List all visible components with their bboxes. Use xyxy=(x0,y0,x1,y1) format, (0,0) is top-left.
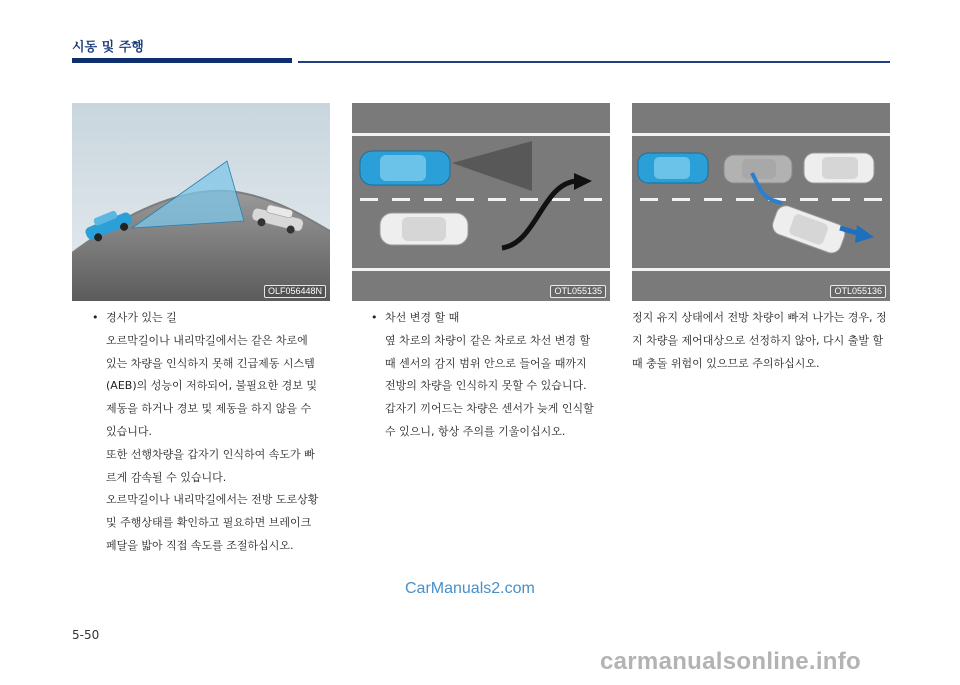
col1-line: 제동을 하거나 경보 및 제동을 하지 않을 수 xyxy=(106,402,312,416)
col1-line: 또한 선행차량을 갑자기 인식하여 속도가 빠 xyxy=(106,447,315,461)
section-title: 시동 및 주행 xyxy=(72,40,144,55)
col1-line: 있습니다. xyxy=(106,424,153,438)
col3-text xyxy=(632,307,894,375)
col2-line: 옆 차로의 차량이 같은 차로로 차선 변경 할 xyxy=(385,333,591,347)
col2-line: 때 센서의 감지 범위 안으로 들어올 때까지 xyxy=(385,356,587,370)
col1-line: 오르막길이나 내리막길에서는 같은 차로에 xyxy=(106,333,308,347)
page-number: 5-50 xyxy=(72,628,100,642)
col1-line: 르게 감속될 수 있습니다. xyxy=(106,470,227,484)
col1-line: 페달을 밟아 직접 속도를 조절하십시오. xyxy=(106,538,294,552)
col2-line: 수 있으니, 항상 주의를 기울이십시오. xyxy=(385,424,566,438)
header-rule-thin xyxy=(298,61,890,63)
col1-line: 있는 차량을 인식하지 못해 긴급제동 시스템 xyxy=(106,356,315,370)
col3-line: 때 충돌 위험이 있으므로 주의하십시오. xyxy=(632,356,820,370)
bullet: • xyxy=(371,311,378,324)
col3-line: 지 차량을 제어대상으로 선정하지 않아, 다시 출발 할 xyxy=(632,333,884,347)
col1-line: 오르막길이나 내리막길에서는 전방 도로상황 xyxy=(106,493,319,507)
bullet: • xyxy=(92,311,99,324)
col2-line: 전방의 차량을 인식하지 못할 수 있습니다. xyxy=(385,379,587,393)
col1-line: 및 주행상태를 확인하고 필요하면 브레이크 xyxy=(106,516,312,530)
header-rule-thick xyxy=(72,58,292,63)
figure-lane-change xyxy=(352,103,610,301)
watermark-site-link[interactable]: CarManuals2.com xyxy=(405,580,535,597)
figure-code: OTL055136 xyxy=(830,285,886,298)
col1-heading: 경사가 있는 길 xyxy=(106,311,177,324)
hill-illustration xyxy=(72,103,330,301)
col2-line: 갑자기 끼어드는 차량은 센서가 늦게 인식할 xyxy=(385,402,594,416)
watermark-bottom: carmanualsonline.info xyxy=(600,648,862,675)
figure-hill xyxy=(72,103,330,301)
col1-line: (AEB)의 성능이 저하되어, 불필요한 경보 및 xyxy=(106,379,317,393)
figure-code: OLF056448N xyxy=(264,285,326,298)
col1-bullet-heading xyxy=(92,307,342,330)
col3-line: 정지 유지 상태에서 전방 차량이 빠져 나가는 경우, 정 xyxy=(632,311,887,324)
col2-bullet-heading xyxy=(371,307,621,330)
lane-change-illustration xyxy=(352,103,610,301)
col1-body xyxy=(92,330,342,558)
col2-heading: 차선 변경 할 때 xyxy=(385,311,460,324)
col2-body xyxy=(371,330,621,444)
col2-text xyxy=(371,307,621,444)
stop-go-illustration xyxy=(632,103,890,301)
col1-text xyxy=(92,307,342,558)
figure-code: OTL055135 xyxy=(550,285,606,298)
figure-stop-go xyxy=(632,103,890,301)
